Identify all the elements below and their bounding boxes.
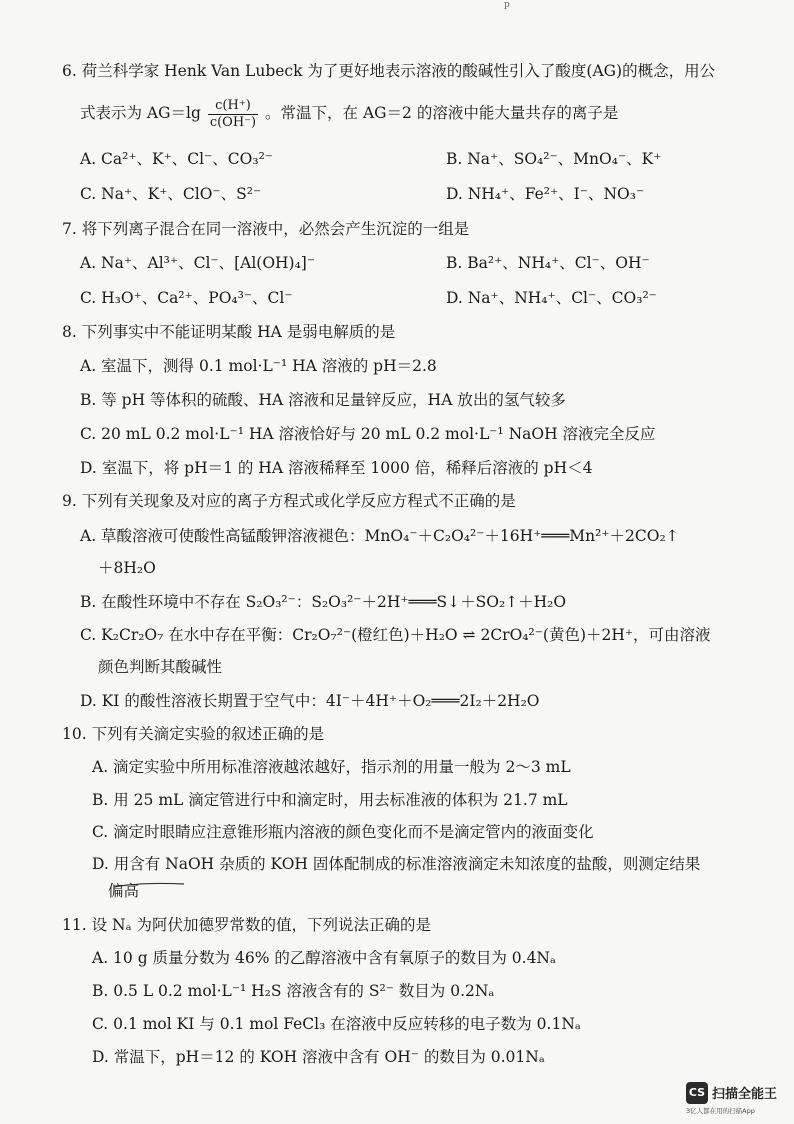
q7-option-b: B. Ba²⁺、NH₄⁺、Cl⁻、OH⁻	[446, 254, 650, 272]
q6-stem-line1: 6. 荷兰科学家 Henk Van Lubeck 为了更好地表示溶液的酸碱性引入了酸度(AG)的概念，用公	[62, 62, 716, 80]
q11-option-c: C. 0.1 mol KI 与 0.1 mol FeCl₃ 在溶液中反应转移的电子数为 0.1Nₐ	[92, 1015, 581, 1033]
camscanner-logo-icon: CS	[686, 1082, 708, 1104]
q8-option-b: B. 等 pH 等体积的硫酸、HA 溶液和足量锌反应，HA 放出的氢气较多	[80, 391, 566, 409]
q10-stem: 10. 下列有关滴定实验的叙述正确的是	[62, 725, 325, 743]
q6-option-b: B. Na⁺、SO₄²⁻、MnO₄⁻、K⁺	[446, 150, 662, 168]
q7-option-d: D. Na⁺、NH₄⁺、Cl⁻、CO₃²⁻	[446, 289, 657, 307]
watermark-title: 扫描全能王	[712, 1087, 778, 1102]
q6-stem-line2	[80, 96, 618, 130]
q6-option-a: A. Ca²⁺、K⁺、Cl⁻、CO₃²⁻	[80, 150, 273, 168]
q7-stem: 7. 将下列离子混合在同一溶液中，必然会产生沉淀的一组是	[62, 220, 470, 238]
q9-option-c-line2: 颜色判断其酸碱性	[98, 658, 223, 676]
q6-option-d: D. NH₄⁺、Fe²⁺、I⁻、NO₃⁻	[446, 185, 645, 203]
q6-fraction	[208, 98, 258, 131]
q7-option-a: A. Na⁺、Al³⁺、Cl⁻、[Al(OH)₄]⁻	[80, 254, 316, 272]
q8-option-c: C. 20 mL 0.2 mol·L⁻¹ HA 溶液恰好与 20 mL 0.2 mol·L⁻¹ NaOH 溶液完全反应	[80, 425, 656, 443]
q11-stem: 11. 设 Nₐ 为阿伏加德罗常数的值，下列说法正确的是	[62, 916, 431, 934]
scanner-watermark	[686, 1080, 776, 1118]
q10-option-c: C. 滴定时眼睛应注意锥形瓶内溶液的颜色变化而不是滴定管内的液面变化	[92, 823, 594, 841]
q6-stem-suffix: 。常温下，在 AG＝2 的溶液中能大量共存的离子是	[265, 104, 619, 122]
q8-option-d: D. 室温下，将 pH＝1 的 HA 溶液稀释至 1000 倍，稀释后溶液的 pH＜4	[80, 459, 593, 477]
q6-stem-prefix: 式表示为 AG＝lg	[80, 104, 201, 122]
q6-fraction-denominator: c(OH⁻)	[209, 114, 257, 130]
q11-option-b: B. 0.5 L 0.2 mol·L⁻¹ H₂S 溶液含有的 S²⁻ 数目为 0.2Nₐ	[92, 982, 495, 1000]
page-mark: p	[504, 0, 510, 10]
q6-option-c: C. Na⁺、K⁺、ClO⁻、S²⁻	[80, 185, 262, 203]
q9-stem: 9. 下列有关现象及对应的离子方程式或化学反应方程式不正确的是	[62, 492, 516, 510]
q9-option-c-line1: C. K₂Cr₂O₇ 在水中存在平衡：Cr₂O₇²⁻(橙红色)＋H₂O ⇌ 2CrO₄²⁻(黄色)＋2H⁺，可由溶液	[80, 626, 711, 644]
watermark-subtitle: 3亿人都在用的扫描App	[686, 1107, 755, 1115]
q10-option-a: A. 滴定实验中所用标准溶液越浓越好，指示剂的用量一般为 2～3 mL	[92, 758, 571, 776]
q10-option-b: B. 用 25 mL 滴定管进行中和滴定时，用去标准液的体积为 21.7 mL	[92, 791, 568, 809]
pencil-scribble-mark	[112, 880, 187, 890]
q9-option-a-line2: ＋8H₂O	[98, 559, 156, 577]
q6-fraction-numerator: c(H⁺)	[208, 98, 258, 115]
q8-option-a: A. 室温下，测得 0.1 mol·L⁻¹ HA 溶液的 pH＝2.8	[80, 357, 437, 375]
q11-option-d: D. 常温下，pH＝12 的 KOH 溶液中含有 OH⁻ 的数目为 0.01Nₐ	[92, 1048, 545, 1066]
q8-stem: 8. 下列事实中不能证明某酸 HA 是弱电解质的是	[62, 323, 396, 341]
q10-option-d-line2: 偏高	[108, 882, 140, 900]
q7-option-c: C. H₃O⁺、Ca²⁺、PO₄³⁻、Cl⁻	[80, 289, 293, 307]
q9-option-a-line1: A. 草酸溶液可使酸性高锰酸钾溶液褪色：MnO₄⁻＋C₂O₄²⁻＋16H⁺═══Mn²⁺＋2CO₂↑	[80, 527, 679, 545]
q9-option-d: D. KI 的酸性溶液长期置于空气中：4I⁻＋4H⁺＋O₂═══2I₂＋2H₂O	[80, 692, 540, 710]
q11-option-a: A. 10 g 质量分数为 46% 的乙醇溶液中含有氧原子的数目为 0.4Nₐ	[92, 949, 556, 967]
q10-option-d-line1: D. 用含有 NaOH 杂质的 KOH 固体配制成的标准溶液滴定未知浓度的盐酸，则测定结果	[92, 855, 701, 873]
q9-option-b: B. 在酸性环境中不存在 S₂O₃²⁻：S₂O₃²⁻＋2H⁺═══S↓＋SO₂↑＋H₂O	[80, 593, 567, 611]
